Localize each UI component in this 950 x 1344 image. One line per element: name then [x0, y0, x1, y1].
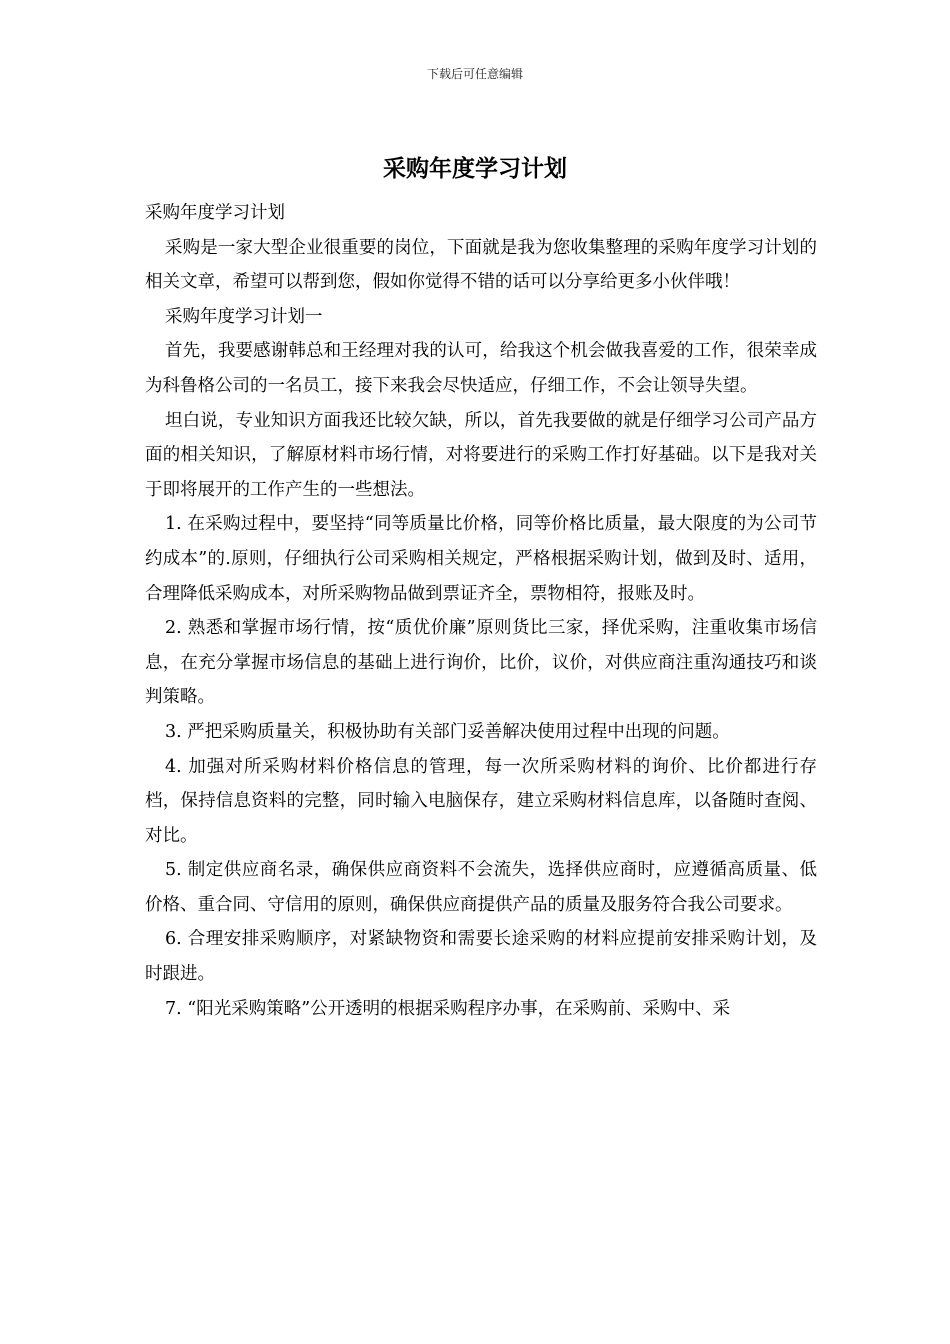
document-body [145, 196, 817, 1026]
paragraph: 采购年度学习计划 [145, 203, 285, 223]
paragraph: 坦白说，专业知识方面我还比较欠缺，所以，首先我要做的就是仔细学习公司产品方面的相关知识，了解原材料市场行情，对将要进行的采购工作打好基础。以下是我对关于即将展开的工作产生的一些想法。 [145, 410, 817, 500]
header-note: 下载后可任意编辑 [426, 67, 523, 81]
list-item: 5. 制定供应商名录，确保供应商资料不会流失，选择供应商时，应遵循高质量、低价格、重合同、守信用的原则，确保供应商提供产品的质量及服务符合我公司要求。 [145, 860, 817, 915]
paragraph: 首先，我要感谢韩总和王经理对我的认可，给我这个机会做我喜爱的工作，很荣幸成为科鲁格公司的一名员工，接下来我会尽快适应，仔细工作，不会让领导失望。 [145, 341, 817, 396]
list-item: 2. 熟悉和掌握市场行情，按“质优价廉”原则货比三家，择优采购，注重收集市场信息，在充分掌握市场信息的基础上进行询价，比价，议价，对供应商注重沟通技巧和谈判策略。 [145, 618, 817, 708]
list-item: 4. 加强对所采购材料价格信息的管理，每一次所采购材料的询价、比价都进行存档，保持信息资料的完整，同时输入电脑保存，建立采购材料信息库，以备随时查阅、对比。 [145, 756, 817, 846]
section-heading: 采购年度学习计划一 [165, 306, 323, 327]
list-item: 6. 合理安排采购顺序，对紧缺物资和需要长途采购的材料应提前安排采购计划，及时跟进。 [145, 929, 817, 985]
list-item: 3. 严把采购质量关，积极协助有关部门妥善解决使用过程中出现的问题。 [165, 721, 730, 742]
list-item: 1. 在采购过程中，要坚持“同等质量比价格，同等价格比质量，最大限度的为公司节约成本”的.原则，仔细执行公司采购相关规定，严格根据采购计划，做到及时、适用，合理降低采购成本，对所采购物品做到票证齐全，票物相符，报账及时。 [145, 514, 817, 604]
list-item: 7. “阳光采购策略”公开透明的根据采购程序办事，在采购前、采购中、采 [165, 998, 731, 1019]
paragraph: 采购是一家大型企业很重要的岗位，下面就是我为您收集整理的采购年度学习计划的相关文章，希望可以帮到您，假如你觉得不错的话可以分享给更多小伙伴哦！ [145, 237, 817, 293]
document-title: 采购年度学习计划 [383, 155, 567, 182]
